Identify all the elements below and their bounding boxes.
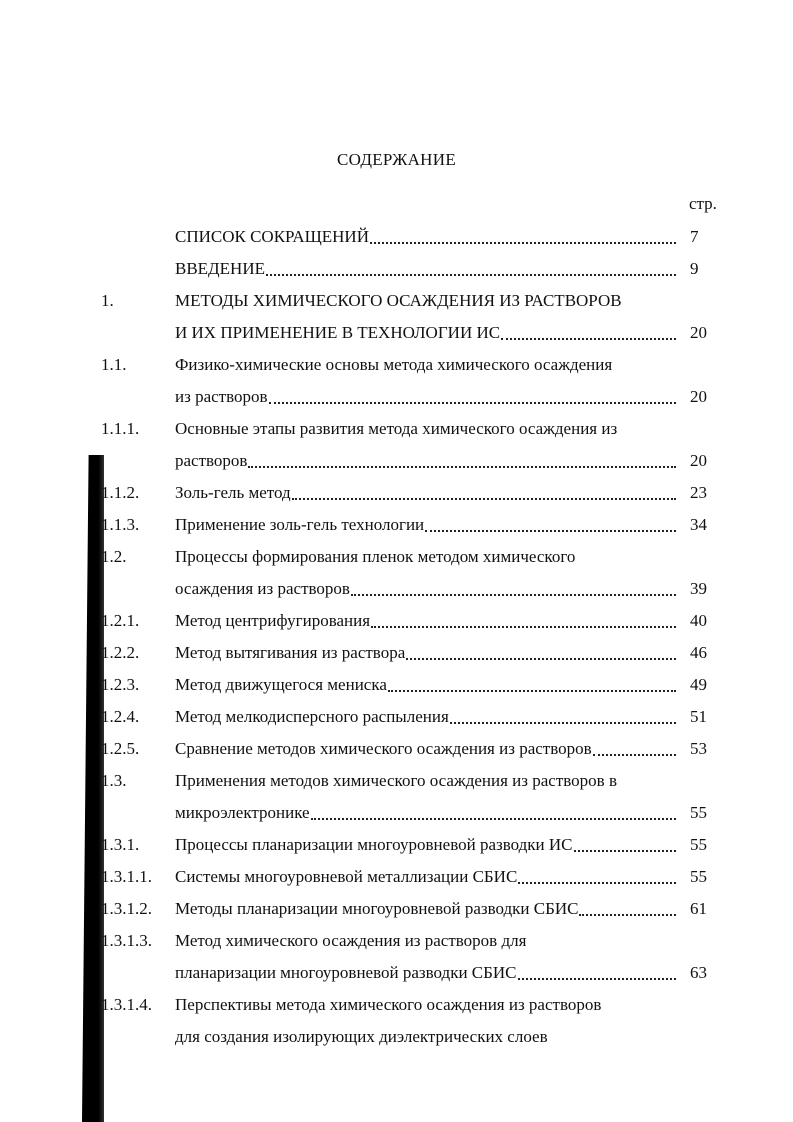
dot-leader	[518, 962, 676, 980]
dot-leader	[292, 482, 676, 500]
toc-entry[interactable]	[0, 482, 793, 514]
page-column-label: стр.	[689, 194, 717, 213]
toc-entry-leader	[175, 226, 676, 248]
dot-leader	[450, 706, 676, 724]
dot-leader	[518, 866, 676, 884]
toc-entry-leader	[175, 738, 676, 760]
toc-entry[interactable]	[0, 226, 793, 258]
toc-entry-title: Системы многоуровневой металлизации СБИС	[175, 867, 518, 886]
toc-entry-number: 1.2.	[101, 547, 127, 566]
toc-entry-page: 46	[690, 643, 707, 662]
toc-entry-title: микроэлектронике	[175, 803, 310, 822]
toc-entry-title: И ИХ ПРИМЕНЕНИЕ В ТЕХНОЛОГИИ ИС	[175, 323, 501, 342]
toc-entry[interactable]	[0, 546, 793, 610]
toc-entry-page: 20	[690, 451, 707, 470]
toc-entry-page: 39	[690, 579, 707, 598]
dot-leader	[370, 226, 676, 244]
dot-leader	[574, 834, 676, 852]
dot-leader	[501, 322, 676, 340]
toc-entry-number: 1.2.3.	[101, 675, 140, 694]
dot-leader	[269, 386, 676, 404]
toc-entry-page: 49	[690, 675, 707, 694]
toc-entry-title: Применение золь-гель технологии	[175, 515, 425, 534]
toc-entry-title: Основные этапы развития метода химического осаждения из	[175, 419, 618, 438]
toc-entry-number: 1.3.	[101, 771, 127, 790]
toc-entry-number: 1.1.3.	[101, 515, 140, 534]
toc-entry-page: 20	[690, 387, 707, 406]
dot-leader	[388, 674, 676, 692]
toc-entry-number: 1.1.1.	[101, 419, 140, 438]
toc-entry-page: 61	[690, 899, 707, 918]
toc-entry-number: 1.2.4.	[101, 707, 140, 726]
toc-entry-title: Метод движущегося мениска	[175, 675, 387, 694]
toc-entry-title: Метод химического осаждения из растворов для	[175, 931, 527, 950]
toc-entry-number: 1.2.2.	[101, 643, 140, 662]
toc-entry-title: из растворов	[175, 387, 268, 406]
toc-entry-line	[0, 706, 793, 738]
toc-entry-line	[0, 514, 793, 546]
toc-entry-title: Сравнение методов химического осаждения из растворов	[175, 739, 592, 758]
toc-entry-title: Перспективы метода химического осаждения из растворов	[175, 995, 602, 1014]
toc-entry-leader	[175, 258, 676, 280]
page-title: СОДЕРЖАНИЕ	[336, 150, 457, 169]
toc-entry-line	[0, 738, 793, 770]
toc-entry-number: 1.	[101, 291, 114, 310]
toc-entry-line	[0, 258, 793, 290]
toc-entry[interactable]	[0, 674, 793, 706]
toc-entry-page: 55	[690, 867, 707, 886]
toc-entry-line	[0, 642, 793, 674]
toc-entry-line	[0, 834, 793, 866]
toc-entry-title: Методы планаризации многоуровневой разводки СБИС	[175, 899, 579, 918]
toc-entry-title: Применения методов химического осаждения из растворов в	[175, 771, 617, 790]
toc-entry-leader	[175, 610, 676, 632]
toc-entry-page: 53	[690, 739, 707, 758]
toc-entry-page: 55	[690, 835, 707, 854]
toc-entry-title: ВВЕДЕНИЕ	[175, 259, 265, 278]
dot-leader	[406, 642, 676, 660]
toc-entry[interactable]	[0, 834, 793, 866]
dot-leader	[266, 258, 676, 276]
toc-entry-line	[0, 386, 793, 418]
toc-entry-title: планаризации многоуровневой разводки СБИС	[175, 963, 517, 982]
table-of-contents	[0, 226, 793, 1058]
toc-entry-number: 1.3.1.2.	[101, 899, 152, 918]
toc-entry-leader	[175, 642, 676, 664]
toc-entry-line	[0, 898, 793, 930]
toc-entry-number: 1.3.1.	[101, 835, 140, 854]
toc-entry-page: 55	[690, 803, 707, 822]
toc-entry-leader	[175, 962, 676, 984]
toc-entry-line	[0, 226, 793, 258]
dot-leader	[593, 738, 676, 756]
toc-entry-line	[0, 1026, 793, 1058]
toc-entry-leader	[175, 834, 676, 856]
toc-entry[interactable]	[0, 706, 793, 738]
toc-entry-title: растворов	[175, 451, 248, 470]
toc-entry[interactable]	[0, 418, 793, 482]
toc-entry-leader	[175, 674, 676, 696]
toc-entry-line	[0, 930, 793, 962]
dot-leader	[351, 578, 676, 596]
toc-entry-page: 51	[690, 707, 707, 726]
dot-leader	[311, 802, 676, 820]
toc-entry-page: 40	[690, 611, 707, 630]
toc-entry[interactable]	[0, 994, 793, 1058]
toc-entry-page: 7	[690, 227, 699, 246]
toc-entry-leader	[175, 322, 676, 344]
toc-entry[interactable]	[0, 642, 793, 674]
toc-entry-number: 1.1.2.	[101, 483, 140, 502]
toc-entry-title: Метод мелкодисперсного распыления	[175, 707, 449, 726]
toc-entry-number: 1.3.1.4.	[101, 995, 152, 1014]
toc-entry-line	[0, 674, 793, 706]
toc-entry-leader	[175, 482, 676, 504]
toc-entry[interactable]	[0, 610, 793, 642]
toc-entry-leader	[175, 578, 676, 600]
toc-entry-number: 1.1.	[101, 355, 127, 374]
toc-entry-line	[0, 866, 793, 898]
toc-entry-leader	[175, 898, 676, 920]
toc-entry-title: для создания изолирующих диэлектрических слоев	[175, 1027, 548, 1046]
toc-entry-title: Процессы формирования пленок методом химического	[175, 547, 576, 566]
toc-entry-title: Метод центрифугирования	[175, 611, 371, 630]
toc-entry[interactable]	[0, 770, 793, 834]
toc-entry-line	[0, 610, 793, 642]
toc-entry-title: Процессы планаризации многоуровневой разводки ИС	[175, 835, 573, 854]
toc-entry-line	[0, 578, 793, 610]
toc-entry-leader	[175, 514, 676, 536]
toc-entry-page: 63	[690, 963, 707, 982]
toc-entry-line	[0, 290, 793, 322]
toc-entry-page: 34	[690, 515, 707, 534]
toc-entry-leader	[175, 386, 676, 408]
toc-entry-line	[0, 994, 793, 1026]
toc-entry-line	[0, 770, 793, 802]
toc-entry[interactable]	[0, 514, 793, 546]
toc-entry-title: Физико-химические основы метода химического осаждения	[175, 355, 613, 374]
toc-entry-number: 1.3.1.3.	[101, 931, 152, 950]
toc-entry-number: 1.3.1.1.	[101, 867, 152, 886]
toc-entry[interactable]	[0, 258, 793, 290]
toc-entry-number: 1.2.5.	[101, 739, 140, 758]
toc-entry[interactable]	[0, 290, 793, 354]
toc-entry[interactable]	[0, 898, 793, 930]
toc-entry-line	[0, 418, 793, 450]
toc-entry-number: 1.2.1.	[101, 611, 140, 630]
toc-entry-title: МЕТОДЫ ХИМИЧЕСКОГО ОСАЖДЕНИЯ ИЗ РАСТВОРОВ	[175, 291, 622, 310]
toc-entry-line	[0, 450, 793, 482]
toc-entry[interactable]	[0, 930, 793, 994]
toc-entry-leader	[175, 866, 676, 888]
toc-entry-line	[0, 546, 793, 578]
toc-entry-page: 9	[690, 259, 699, 278]
toc-entry-title: СПИСОК СОКРАЩЕНИЙ	[175, 227, 369, 246]
toc-entry-title: осаждения из растворов	[175, 579, 350, 598]
toc-entry-leader	[175, 802, 676, 824]
toc-entry-line	[0, 354, 793, 386]
toc-entry[interactable]	[0, 866, 793, 898]
toc-entry-title: Золь-гель метод	[175, 483, 291, 502]
toc-entry-leader	[175, 706, 676, 728]
toc-entry[interactable]	[0, 354, 793, 418]
toc-entry-line	[0, 802, 793, 834]
toc-entry-line	[0, 962, 793, 994]
toc-entry[interactable]	[0, 738, 793, 770]
toc-entry-page: 23	[690, 483, 707, 502]
toc-entry-page: 20	[690, 323, 707, 342]
dot-leader	[579, 898, 676, 916]
toc-entry-leader	[175, 450, 676, 472]
dot-leader	[425, 514, 676, 532]
dot-leader	[371, 610, 676, 628]
toc-entry-line	[0, 482, 793, 514]
toc-entry-line	[0, 322, 793, 354]
toc-entry-title: Метод вытягивания из раствора	[175, 643, 406, 662]
dot-leader	[248, 450, 676, 468]
